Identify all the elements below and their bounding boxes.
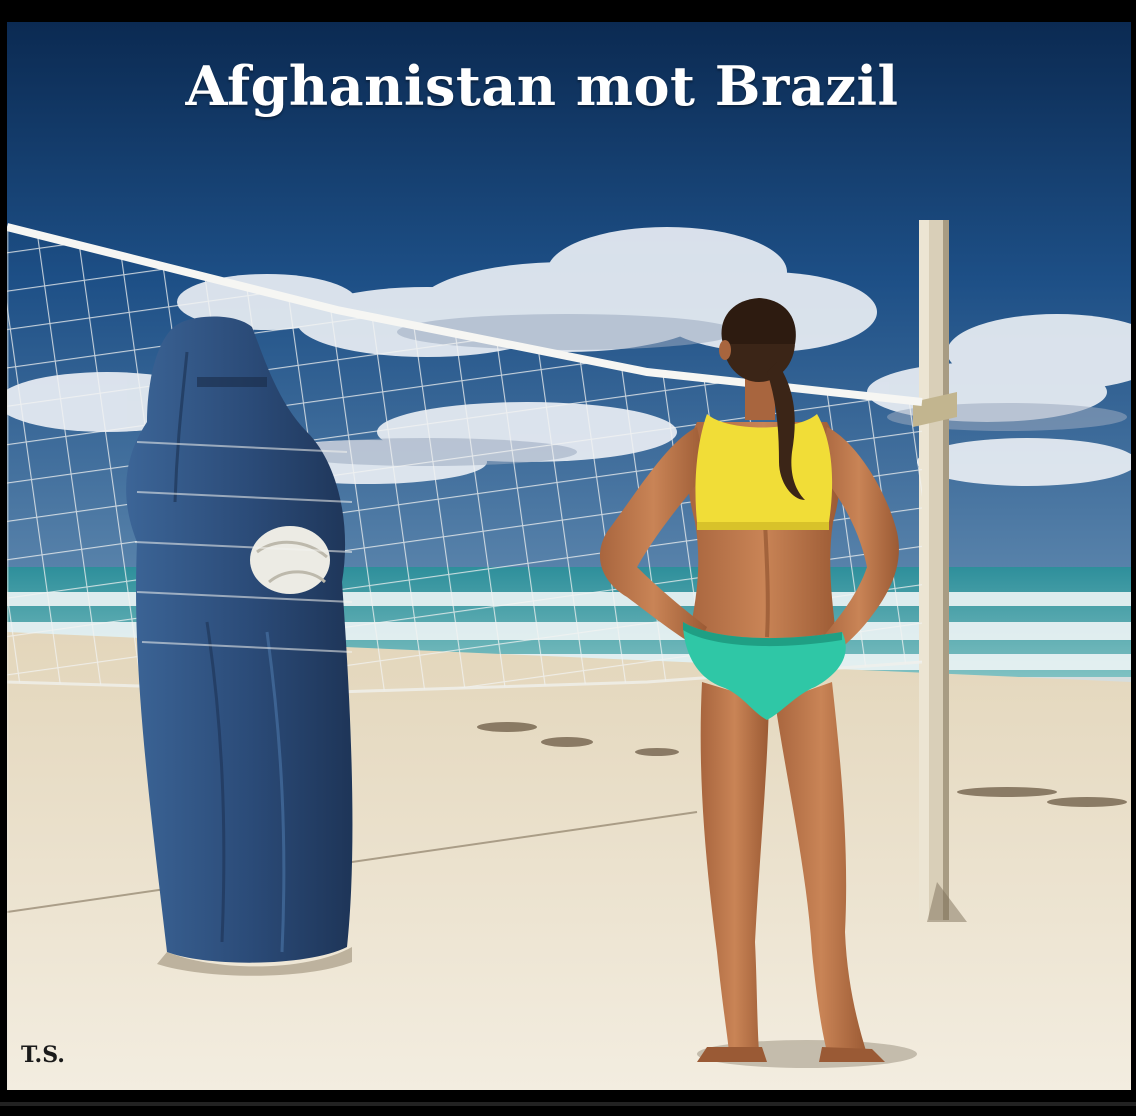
bottom-divider xyxy=(0,1102,1136,1106)
artist-signature: T.S. xyxy=(21,1042,65,1068)
bottom-border xyxy=(0,1090,1136,1116)
cartoon-scene xyxy=(7,22,1131,1090)
volleyball xyxy=(250,526,330,594)
scene-illustration xyxy=(7,22,1131,1090)
caption-title: Afghanistan mot Brazil xyxy=(185,54,899,118)
